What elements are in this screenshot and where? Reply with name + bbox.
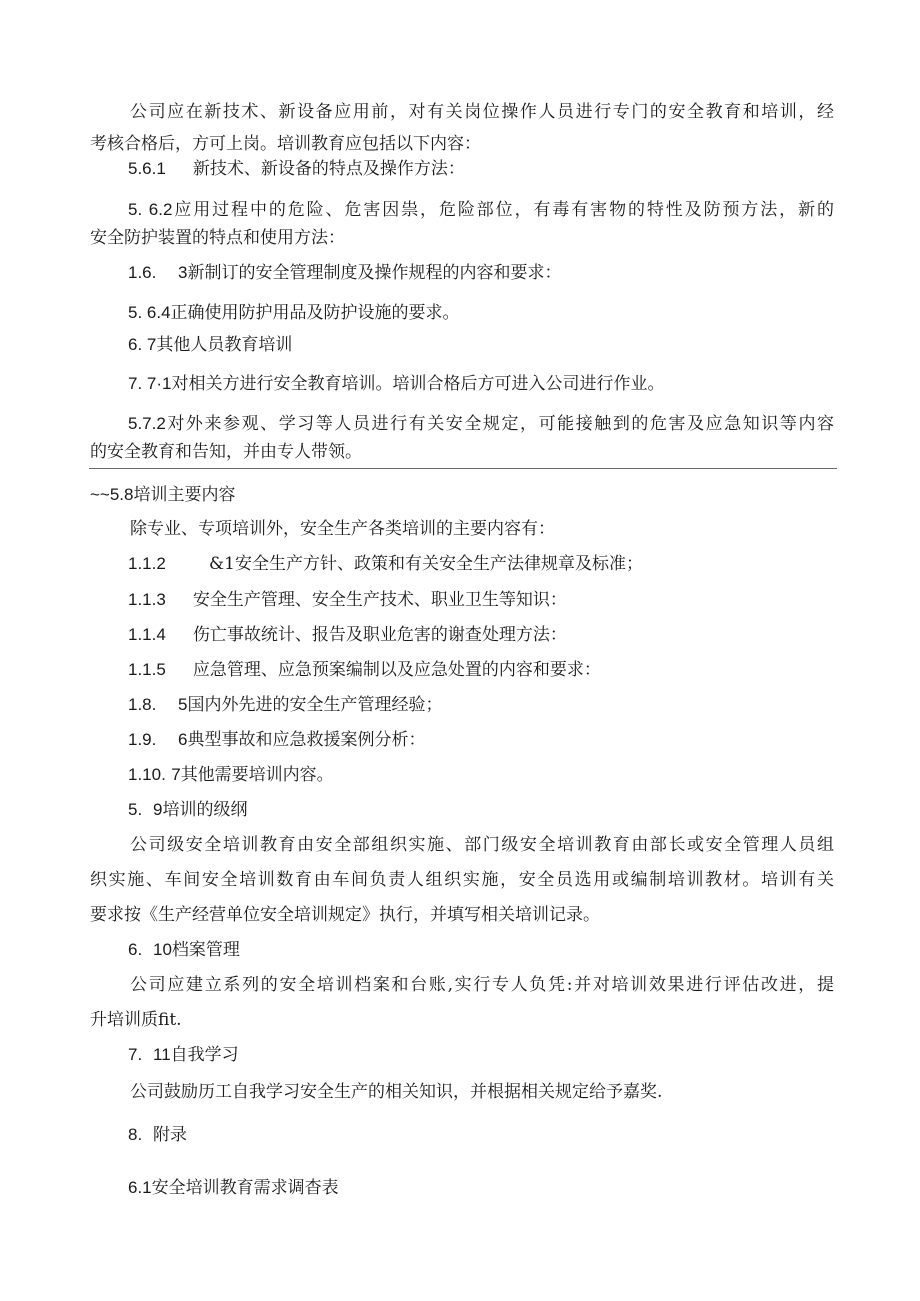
item-number: 7. 7·1 bbox=[128, 374, 172, 393]
item-text: 对相关方进行安全教育培训。培训合格后方可进入公司进行作业。 bbox=[171, 374, 665, 394]
item-text: 伤亡事故统计、报告及职业危害的谢查处理方法： bbox=[192, 625, 567, 645]
heading-text: 培训主要内容 bbox=[133, 485, 236, 505]
item-number: 5.7.2 bbox=[128, 414, 166, 433]
item-number: 6.1 bbox=[128, 1178, 152, 1197]
item-text: 其他需要培训内容。 bbox=[180, 765, 334, 785]
item-number: 1.1.4 bbox=[128, 625, 166, 644]
section-heading bbox=[90, 939, 834, 961]
paragraph-line: 公司应建立系列的安全培训档案和台账,实行专人负凭:并对培训效果进行评估改进，提 bbox=[130, 975, 834, 995]
item-number: 1.9. bbox=[128, 730, 157, 749]
heading-text: 自我学习 bbox=[170, 1045, 239, 1065]
heading-text: 附录 bbox=[153, 1125, 187, 1145]
item-number: 5.6.1 bbox=[128, 159, 166, 178]
heading-text: 培训的级纲 bbox=[162, 800, 248, 820]
heading-number: 6. 7 bbox=[128, 335, 157, 354]
heading-number: 7. bbox=[128, 1045, 143, 1064]
heading-subnumber: 11 bbox=[153, 1045, 171, 1064]
item-number: 1.1.5 bbox=[128, 660, 166, 679]
item-number: 1.10. bbox=[128, 765, 166, 784]
item-subnumber: 7 bbox=[171, 765, 181, 784]
item-text: 对外来参观、学习等人员进行有关安全规定，可能接触到的危害及应急知识等内容 bbox=[165, 414, 834, 434]
list-item bbox=[90, 694, 834, 716]
heading-number: ~~5.8 bbox=[90, 485, 134, 504]
heading-subnumber: 9 bbox=[153, 800, 163, 819]
list-item-continuation: 安全防护装置的特点和使用方法： bbox=[90, 228, 345, 248]
list-item-continuation: 的安全教育和告知，并由专人带领。 bbox=[90, 442, 362, 462]
item-number: 5. 6.2 bbox=[128, 200, 173, 219]
list-item bbox=[90, 1177, 834, 1199]
item-text: 应急管理、应急预案编制以及应急处置的内容和要求： bbox=[192, 660, 601, 680]
section-heading bbox=[90, 799, 834, 821]
paragraph-line: 升培训质fit. bbox=[90, 1010, 182, 1030]
list-item bbox=[90, 373, 834, 395]
heading-number: 6. bbox=[128, 940, 143, 959]
section-heading bbox=[90, 1124, 834, 1146]
item-subnumber: 3 bbox=[177, 263, 188, 282]
heading-subnumber: 10 bbox=[153, 940, 172, 959]
item-subnumber: 6 bbox=[177, 730, 188, 749]
list-item bbox=[90, 302, 834, 324]
paragraph-intro: 除专业、专项培训外，安全生产各类培训的主要内容有： bbox=[130, 519, 555, 539]
item-text: 安全培训教育需求调杳表 bbox=[151, 1178, 339, 1198]
item-number: 5. 6.4 bbox=[128, 303, 171, 322]
list-item bbox=[90, 413, 834, 435]
item-number: 1.8. bbox=[128, 695, 157, 714]
list-item bbox=[90, 729, 834, 751]
section-heading bbox=[90, 334, 834, 356]
list-item bbox=[90, 589, 834, 611]
item-text: 新技术、新设备的特点及操作方法： bbox=[192, 159, 465, 179]
item-text: 国内外先进的安全生产管理经验； bbox=[187, 695, 443, 715]
page-divider bbox=[89, 468, 837, 469]
list-item bbox=[90, 553, 834, 575]
paragraph-intro-line: 考核合格后，方可上岗。培训教育应包括以下内容： bbox=[90, 134, 481, 154]
heading-text: 其他人员教育培训 bbox=[156, 335, 293, 355]
list-item bbox=[90, 199, 834, 221]
paragraph-line: 公司鼓励历工自我学习安全生产的相关知识，并根据相关规定给予嘉奖. bbox=[130, 1082, 663, 1102]
item-text: 安全生产管理、安全生产技术、职业卫生等知识： bbox=[192, 590, 567, 610]
section-heading bbox=[90, 1044, 834, 1066]
list-item bbox=[90, 624, 834, 646]
paragraph-line: 要求按《生产经营单位安全培训规定》执行，并填写相关培训记录。 bbox=[90, 905, 600, 925]
item-text: 正确使用防护用品及防护设施的要求。 bbox=[170, 303, 460, 323]
item-number: 1.1.3 bbox=[128, 590, 166, 609]
item-text: 典型事故和应急救援案例分析： bbox=[187, 730, 426, 750]
list-item bbox=[90, 659, 834, 681]
heading-text: 档案管理 bbox=[171, 940, 240, 960]
item-number: 1.1.2 bbox=[128, 554, 166, 573]
item-text: 应用过程中的危险、危害因祟，危险部位，有毒有害物的特性及防预方法，新的 bbox=[172, 200, 834, 220]
list-item bbox=[90, 262, 834, 284]
list-item bbox=[90, 764, 834, 786]
section-heading bbox=[90, 484, 834, 506]
paragraph-intro-line: 公司应在新技术、新设备应用前，对有关岗位操作人员进行专门的安全教育和培训，经 bbox=[130, 102, 834, 122]
item-text: 新制订的安全管理制度及操作规程的内容和要求： bbox=[187, 263, 562, 283]
heading-number: 8. bbox=[128, 1125, 143, 1144]
paragraph-line: 织实施、车间安全培训数育由车间负责人组织实施，安全员选用或编制培训教材。培训有关 bbox=[90, 870, 834, 890]
item-number: 1.6. bbox=[128, 263, 157, 282]
list-item bbox=[90, 158, 834, 180]
paragraph-line: 公司级安全培训教育由安全部组织实施、部门级安全培训教育由部长或安全管理人员组 bbox=[130, 835, 834, 855]
item-text: &1安全生产方针、政策和有关安全生产法律规章及标准； bbox=[209, 554, 643, 574]
heading-number: 5. bbox=[128, 800, 143, 819]
item-subnumber: 5 bbox=[177, 695, 188, 714]
